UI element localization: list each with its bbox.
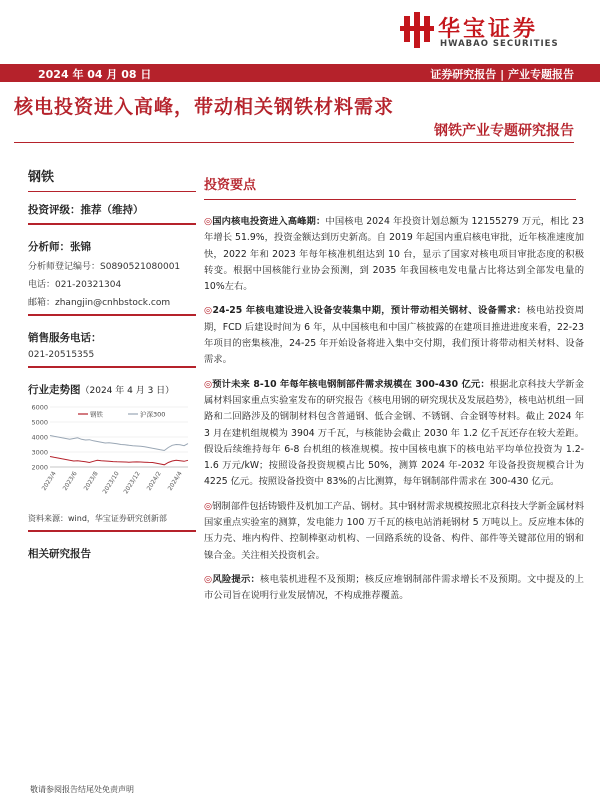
chart-series-line (50, 436, 188, 451)
related-reports-heading: 相关研究报告 (28, 548, 91, 560)
chart-y-tick-label: 2000 (31, 463, 48, 472)
key-point-2 (204, 303, 584, 368)
report-subtitle: 钢铁产业专题研究报告 (434, 123, 574, 139)
key-points-divider (204, 199, 576, 200)
report-title: 核电投资进入高峰，带动相关钢铁材料需求 (14, 96, 395, 118)
investment-rating: 投资评级：推荐（维持） (28, 204, 144, 216)
bullet-icon: ◎ (204, 500, 213, 512)
sidebar (28, 166, 196, 561)
bullet-icon: ◎ (204, 378, 213, 390)
industry-trend-svg (28, 401, 196, 511)
chart-heading-text: 行业走势图 (28, 384, 81, 396)
chart-x-tick-label: 2023/4 (40, 470, 58, 492)
industry-trend-chart (28, 401, 196, 511)
chart-x-tick-label: 2023/8 (82, 470, 100, 492)
key-point-1-heading: 国内核电投资进入高峰期： (212, 216, 326, 227)
key-point-3 (204, 377, 584, 491)
analyst-email[interactable]: 邮箱：zhangjin@cnhbstock.com (28, 298, 171, 308)
sector-name: 钢铁 (28, 170, 55, 185)
report-date: 2024 年 04 月 08 日 (38, 68, 152, 81)
disclaimer-footer: 敬请参阅报告结尾处免责声明 (30, 785, 134, 794)
key-point-3-text: 根据北京科技大学新金属材料国家重点实验室发布的研究报告《核电用钢的研究现状及发展趋势》，核电站机组一回路和二回路涉及的钢制材料包含普通钢、低合金钢、不锈钢、合金钢等材料。截止 2024 年 3 月在建机组规模为 3904 万千瓦，与核能协会截止 2030 年 1.2 亿千瓦还存在较大差距。假设后续维持每年 6-8 台机组的核准规模。按中国核电旗下的核电站平均单位投资为 1.2-1.6 万元/kW；按照设备投资规模占比 50%，测算 2024 年-2032 年设备投资规模合计为 4225 亿元。按照设备投资中 83%的占比测算，每年钢制部件需求在 300-430 亿元。 (204, 378, 584, 488)
key-points-section (204, 174, 584, 605)
chart-x-tick-label: 2023/10 (101, 470, 121, 496)
sales-phone: 021-20515355 (28, 350, 95, 360)
sidebar-divider (28, 191, 196, 192)
chart-heading-date: （2024 年 4 月 3 日） (80, 386, 175, 396)
key-point-4 (204, 499, 584, 564)
analyst-phone: 电话：021-20321304 (28, 280, 122, 290)
key-point-2-heading: 24-25 年核电建设进入设备安装集中期，预计带动相关钢材、设备需求： (212, 305, 527, 317)
analyst-name: 分析师：张锦 (28, 241, 91, 253)
key-point-2-text: 核电站投资周期，FCD 后建设时间为 6 年，从中国核电和中国广核披露的在建项目推进进度来看，22-23 年项目的密集核准，24-25 年开始设备将进入集中交付期，我们预计将带动相关材料、设备需求。 (204, 305, 584, 366)
chart-x-tick-label: 2024/2 (145, 470, 163, 492)
sidebar-divider (28, 223, 196, 225)
sidebar-divider (28, 530, 196, 532)
key-point-4-text: 钢制部件包括铸锻件及机加工产品、钢材。其中钢材需求规模按照北京科技大学新金属材料国家重点实验室的测算，发电能力 100 万千瓦的核电站消耗钢材 5 万吨以上。反应堆本体的压力壳、堆内构件、控制棒驱动机构、一回路系统的设备、构件、部件等关键部位用的钢和镍合金。关注相关投资机会。 (204, 500, 585, 561)
title-divider (14, 142, 574, 143)
chart-y-tick-label: 6000 (31, 403, 48, 412)
chart-series-line (50, 457, 188, 465)
chart-y-tick-label: 5000 (31, 418, 48, 427)
risk-warning-heading: 风险提示： (212, 573, 261, 585)
key-point-1 (204, 214, 584, 295)
sidebar-divider (28, 314, 196, 316)
analyst-cert: 分析师登记编号：S0890521080001 (28, 262, 181, 272)
risk-warning-text: 核电装机进程不及预期；核反应堆钢制部件需求增长不及预期。文中提及的上市公司旨在说明行业发展情况，不构成推荐覆盖。 (204, 573, 584, 602)
sales-label: 销售服务电话： (28, 332, 102, 344)
brand-mark-icon (400, 12, 434, 48)
bullet-icon: ◎ (204, 216, 213, 227)
date-bar (0, 64, 600, 82)
chart-x-tick-label: 2023/12 (122, 470, 142, 496)
chart-y-tick-label: 3000 (31, 448, 48, 457)
brand-logo (400, 12, 580, 52)
bullet-icon: ◎ (204, 305, 213, 317)
key-points-title: 投资要点 (204, 178, 257, 193)
key-point-1-text: 中国核电 2024 年投资计划总额为 12155279 万元，相比 23 年增长 51.9%，投资金额达到历史新高。自 2019 年起国内重启核电审批，近年核准速度加快，2022 年和 2023 年每年核准机组达到 10 台，显示了国家对核电项目审批态度的积极转变。根据中国核能行业协会预测，到 2035 年我国核电发电量占比将达到全部发电量的 10%左右。 (204, 216, 584, 293)
sidebar-divider (28, 366, 196, 368)
chart-legend-label: 沪深300 (140, 410, 166, 419)
brand-name-en: HWABAO SECURITIES (440, 39, 559, 49)
key-point-3-heading: 预计未来 8-10 年每年核电钢制部件需求规模在 300-430 亿元： (212, 378, 490, 390)
chart-y-tick-label: 4000 (31, 433, 48, 442)
report-type: 证券研究报告 | 产业专题报告 (430, 68, 574, 81)
chart-source: 资料来源：wind，华宝证券研究创新部 (28, 514, 167, 523)
bullet-icon: ◎ (204, 573, 213, 585)
brand-name-cn: 华宝证券 (438, 17, 539, 42)
chart-x-tick-label: 2024/4 (166, 470, 184, 492)
risk-warning (204, 572, 584, 605)
chart-x-tick-label: 2023/6 (61, 470, 79, 492)
chart-legend-label: 钢铁 (90, 410, 103, 419)
chart-heading (28, 382, 196, 397)
